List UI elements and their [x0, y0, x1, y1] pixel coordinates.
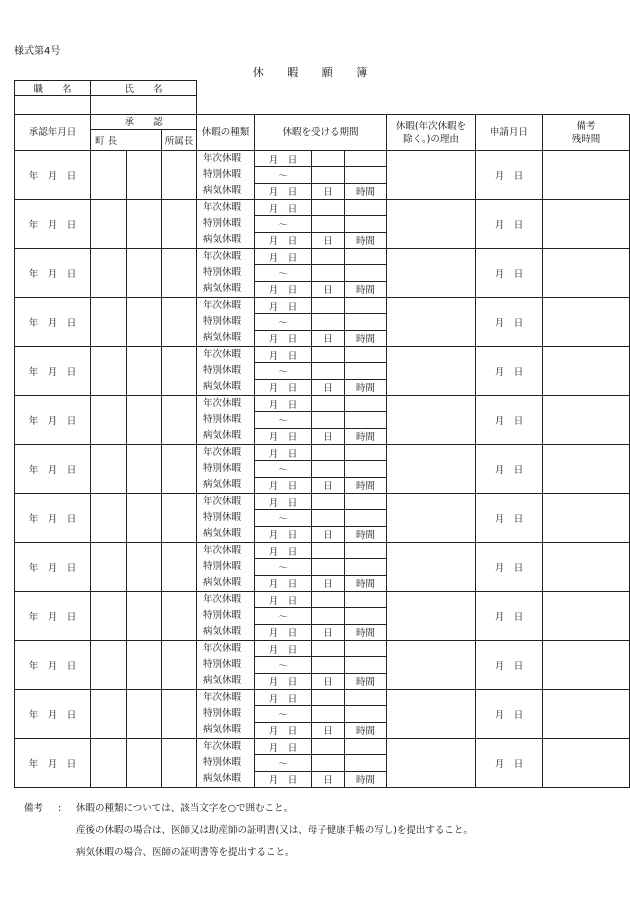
period-blank-cell[interactable] [345, 412, 387, 428]
approval-date-cell[interactable]: 年 月 日 [15, 543, 91, 592]
period-days-cell[interactable]: 日 [312, 232, 345, 248]
leave-type-sick[interactable]: 病気休暇 [203, 773, 242, 784]
period-end-cell[interactable]: 月 日 [255, 428, 312, 444]
register-row [15, 641, 630, 657]
leave-type-cell [197, 396, 255, 445]
leave-type-special[interactable]: 特別休暇 [203, 561, 242, 572]
mayor-seal-cell[interactable] [91, 739, 127, 788]
approval-date-cell[interactable]: 年 月 日 [15, 494, 91, 543]
mayor-seal-cell-2[interactable] [127, 592, 162, 641]
leave-type-sick[interactable]: 病気休暇 [203, 185, 242, 196]
period-tilde-cell: 〜 [255, 559, 312, 575]
leave-type-annual[interactable]: 年次休暇 [203, 349, 242, 360]
period-end-cell[interactable]: 月 日 [255, 330, 312, 346]
leave-type-annual[interactable]: 年次休暇 [203, 741, 242, 752]
reason-cell[interactable] [387, 249, 476, 298]
register-row [15, 494, 630, 510]
leave-type-annual[interactable]: 年次休暇 [203, 153, 242, 164]
period-tilde-cell: 〜 [255, 706, 312, 722]
position-field[interactable] [15, 96, 91, 115]
leave-type-cell [197, 151, 255, 200]
leave-type-special[interactable]: 特別休暇 [203, 512, 242, 523]
name-label: 氏 名 [91, 81, 197, 96]
period-blank-cell[interactable] [312, 657, 345, 673]
period-end-cell[interactable]: 月 日 [255, 183, 312, 199]
period-blank-cell[interactable] [312, 200, 345, 216]
leave-type-cell [197, 690, 255, 739]
leave-type-annual[interactable]: 年次休暇 [203, 643, 242, 654]
dept-head-seal-cell[interactable] [162, 690, 197, 739]
period-blank-cell[interactable] [345, 690, 387, 706]
period-blank-cell[interactable] [312, 543, 345, 559]
reason-cell[interactable] [387, 641, 476, 690]
leave-type-cell [197, 298, 255, 347]
period-tilde-cell: 〜 [255, 167, 312, 183]
period-days-cell[interactable]: 日 [312, 379, 345, 395]
reason-header [387, 115, 476, 151]
mayor-seal-cell[interactable] [91, 592, 127, 641]
mayor-seal-cell-2[interactable] [127, 347, 162, 396]
period-tilde-cell: 〜 [255, 510, 312, 526]
period-blank-cell[interactable] [312, 461, 345, 477]
period-tilde-cell: 〜 [255, 461, 312, 477]
remarks-cell[interactable] [543, 690, 630, 739]
period-blank-cell[interactable] [312, 167, 345, 183]
leave-type-sick[interactable]: 病気休暇 [203, 381, 242, 392]
period-blank-cell[interactable] [345, 461, 387, 477]
period-blank-cell[interactable] [312, 494, 345, 510]
leave-type-header: 休暇の種類 [197, 115, 255, 151]
request-date-header: 申請月日 [476, 115, 543, 151]
period-days-cell[interactable]: 日 [312, 673, 345, 689]
period-tilde-cell: 〜 [255, 755, 312, 771]
remarks-cell[interactable] [543, 200, 630, 249]
period-days-cell[interactable]: 日 [312, 477, 345, 493]
reason-header-line-2: 除く。)の理由 [403, 133, 459, 145]
period-days-cell[interactable]: 日 [312, 183, 345, 199]
leave-type-special[interactable]: 特別休暇 [203, 316, 242, 327]
period-start-cell[interactable]: 月 日 [255, 347, 312, 363]
register-row [15, 151, 630, 167]
period-blank-cell[interactable] [345, 755, 387, 771]
period-hours-cell[interactable]: 時間 [345, 183, 387, 199]
period-blank-cell[interactable] [345, 396, 387, 412]
approval-header: 承 認 [91, 115, 197, 130]
period-hours-cell[interactable]: 時間 [345, 477, 387, 493]
period-blank-cell[interactable] [312, 412, 345, 428]
period-days-cell[interactable]: 日 [312, 281, 345, 297]
leave-type-special[interactable]: 特別休暇 [203, 610, 242, 621]
mayor-seal-cell[interactable] [91, 543, 127, 592]
request-date-cell[interactable]: 月 日 [476, 641, 543, 690]
mayor-seal-cell-2[interactable] [127, 494, 162, 543]
remarks-cell[interactable] [543, 298, 630, 347]
leave-type-cell [197, 739, 255, 788]
leave-type-sick[interactable]: 病気休暇 [203, 283, 242, 294]
leave-type-cell [197, 592, 255, 641]
leave-register-table [14, 114, 630, 788]
leave-type-sick[interactable]: 病気休暇 [203, 430, 242, 441]
leave-type-special[interactable]: 特別休暇 [203, 463, 242, 474]
period-end-cell[interactable]: 月 日 [255, 477, 312, 493]
remarks-cell[interactable] [543, 347, 630, 396]
leave-type-sick[interactable]: 病気休暇 [203, 577, 242, 588]
period-hours-cell[interactable]: 時間 [345, 232, 387, 248]
period-days-cell[interactable]: 日 [312, 722, 345, 738]
leave-type-annual[interactable]: 年次休暇 [203, 251, 242, 262]
mayor-seal-cell-2[interactable] [127, 543, 162, 592]
reason-cell[interactable] [387, 739, 476, 788]
mayor-seal-cell[interactable] [91, 200, 127, 249]
leave-type-annual[interactable]: 年次休暇 [203, 202, 242, 213]
period-blank-cell[interactable] [312, 755, 345, 771]
reason-cell[interactable] [387, 592, 476, 641]
period-blank-cell[interactable] [345, 641, 387, 657]
mayor-seal-cell[interactable] [91, 690, 127, 739]
period-blank-cell[interactable] [312, 363, 345, 379]
request-date-cell[interactable]: 月 日 [476, 592, 543, 641]
mayor-seal-cell-2[interactable] [127, 200, 162, 249]
dept-head-seal-cell[interactable] [162, 298, 197, 347]
mayor-seal-cell-2[interactable] [127, 641, 162, 690]
period-blank-cell[interactable] [345, 151, 387, 167]
dept-head-seal-cell[interactable] [162, 739, 197, 788]
period-blank-cell[interactable] [345, 363, 387, 379]
reason-cell[interactable] [387, 347, 476, 396]
period-start-cell[interactable]: 月 日 [255, 494, 312, 510]
period-days-cell[interactable]: 日 [312, 624, 345, 640]
period-blank-cell[interactable] [312, 249, 345, 265]
period-blank-cell[interactable] [345, 739, 387, 755]
period-start-cell[interactable]: 月 日 [255, 641, 312, 657]
register-row [15, 298, 630, 314]
approval-date-header: 承認年月日 [15, 115, 91, 151]
period-hours-cell[interactable]: 時間 [345, 330, 387, 346]
period-start-cell[interactable]: 月 日 [255, 151, 312, 167]
approval-date-cell[interactable]: 年 月 日 [15, 200, 91, 249]
period-end-cell[interactable]: 月 日 [255, 575, 312, 591]
request-date-cell[interactable]: 月 日 [476, 347, 543, 396]
period-blank-cell[interactable] [345, 543, 387, 559]
form-number: 様式第4号 [14, 46, 61, 57]
leave-type-special[interactable]: 特別休暇 [203, 757, 242, 768]
period-blank-cell[interactable] [312, 510, 345, 526]
period-hours-cell[interactable]: 時間 [345, 722, 387, 738]
leave-type-cell [197, 494, 255, 543]
note-line: 産後の休暇の場合は、医師又は助産師の証明書(又は、母子健康手帳の写し)を提出すること。 [76, 825, 473, 836]
mayor-seal-cell-2[interactable] [127, 151, 162, 200]
reason-cell[interactable] [387, 543, 476, 592]
mayor-seal-cell-2[interactable] [127, 739, 162, 788]
leave-type-special[interactable]: 特別休暇 [203, 414, 242, 425]
reason-cell[interactable] [387, 494, 476, 543]
name-field[interactable] [91, 96, 197, 115]
leave-type-special[interactable]: 特別休暇 [203, 267, 242, 278]
approval-date-cell[interactable]: 年 月 日 [15, 396, 91, 445]
leave-type-annual[interactable]: 年次休暇 [203, 692, 242, 703]
request-date-cell[interactable]: 月 日 [476, 739, 543, 788]
approval-date-cell[interactable]: 年 月 日 [15, 347, 91, 396]
leave-type-cell [197, 543, 255, 592]
leave-type-annual[interactable]: 年次休暇 [203, 398, 242, 409]
period-blank-cell[interactable] [345, 298, 387, 314]
request-date-cell[interactable]: 月 日 [476, 543, 543, 592]
remarks-cell[interactable] [543, 739, 630, 788]
leave-type-annual[interactable]: 年次休暇 [203, 300, 242, 311]
period-tilde-cell: 〜 [255, 314, 312, 330]
leave-type-cell [197, 347, 255, 396]
dept-head-seal-cell[interactable] [162, 249, 197, 298]
dept-head-seal-cell[interactable] [162, 200, 197, 249]
reason-cell[interactable] [387, 298, 476, 347]
dept-head-header: 所属長 [162, 130, 197, 151]
period-blank-cell[interactable] [345, 559, 387, 575]
request-date-cell[interactable]: 月 日 [476, 151, 543, 200]
period-end-cell[interactable]: 月 日 [255, 722, 312, 738]
mayor-seal-cell[interactable] [91, 494, 127, 543]
period-blank-cell[interactable] [312, 347, 345, 363]
period-blank-cell[interactable] [312, 559, 345, 575]
approval-date-cell[interactable]: 年 月 日 [15, 641, 91, 690]
leave-type-sick[interactable]: 病気休暇 [203, 675, 242, 686]
mayor-seal-cell[interactable] [91, 641, 127, 690]
approval-date-cell[interactable]: 年 月 日 [15, 690, 91, 739]
period-days-cell[interactable]: 日 [312, 575, 345, 591]
period-blank-cell[interactable] [345, 510, 387, 526]
remarks-cell[interactable] [543, 641, 630, 690]
period-end-cell[interactable]: 月 日 [255, 281, 312, 297]
reason-cell[interactable] [387, 200, 476, 249]
period-blank-cell[interactable] [345, 592, 387, 608]
mayor-seal-cell-2[interactable] [127, 298, 162, 347]
period-end-cell[interactable]: 月 日 [255, 379, 312, 395]
reason-cell[interactable] [387, 690, 476, 739]
dept-head-seal-cell[interactable] [162, 396, 197, 445]
period-blank-cell[interactable] [345, 200, 387, 216]
mayor-seal-cell[interactable] [91, 151, 127, 200]
remarks-header-line-2: 残時間 [571, 133, 601, 145]
period-start-cell[interactable]: 月 日 [255, 690, 312, 706]
request-date-cell[interactable]: 月 日 [476, 445, 543, 494]
mayor-seal-cell[interactable] [91, 396, 127, 445]
period-days-cell[interactable]: 日 [312, 428, 345, 444]
period-start-cell[interactable]: 月 日 [255, 249, 312, 265]
period-start-cell[interactable]: 月 日 [255, 298, 312, 314]
period-start-cell[interactable]: 月 日 [255, 396, 312, 412]
leave-type-sick[interactable]: 病気休暇 [203, 626, 242, 637]
remarks-cell[interactable] [543, 592, 630, 641]
period-blank-cell[interactable] [312, 641, 345, 657]
leave-type-sick[interactable]: 病気休暇 [203, 528, 242, 539]
mayor-header: 町 長 [91, 130, 162, 151]
leave-type-cell [197, 641, 255, 690]
register-row [15, 592, 630, 608]
period-blank-cell[interactable] [312, 396, 345, 412]
register-row [15, 445, 630, 461]
period-blank-cell[interactable] [345, 167, 387, 183]
period-blank-cell[interactable] [345, 249, 387, 265]
request-date-cell[interactable]: 月 日 [476, 249, 543, 298]
period-blank-cell[interactable] [312, 608, 345, 624]
remarks-cell[interactable] [543, 396, 630, 445]
mayor-seal-cell-2[interactable] [127, 396, 162, 445]
period-tilde-cell: 〜 [255, 608, 312, 624]
period-tilde-cell: 〜 [255, 657, 312, 673]
period-blank-cell[interactable] [312, 298, 345, 314]
leave-type-annual[interactable]: 年次休暇 [203, 447, 242, 458]
period-blank-cell[interactable] [345, 265, 387, 281]
period-hours-cell[interactable]: 時間 [345, 575, 387, 591]
leave-type-cell [197, 249, 255, 298]
period-start-cell[interactable]: 月 日 [255, 200, 312, 216]
reason-header-line-1: 休暇(年次休暇を [395, 120, 467, 132]
remarks-cell[interactable] [543, 445, 630, 494]
leave-type-sick[interactable]: 病気休暇 [203, 479, 242, 490]
register-row [15, 690, 630, 706]
period-blank-cell[interactable] [345, 608, 387, 624]
request-date-cell[interactable]: 月 日 [476, 200, 543, 249]
dept-head-seal-cell[interactable] [162, 543, 197, 592]
register-row [15, 249, 630, 265]
period-days-cell[interactable]: 日 [312, 330, 345, 346]
period-blank-cell[interactable] [312, 592, 345, 608]
period-blank-cell[interactable] [312, 216, 345, 232]
register-row [15, 543, 630, 559]
dept-head-seal-cell[interactable] [162, 347, 197, 396]
dept-head-seal-cell[interactable] [162, 151, 197, 200]
period-blank-cell[interactable] [345, 706, 387, 722]
notes-label: 備考 [24, 803, 44, 814]
note-line: 休暇の種類については、該当文字を○で囲むこと。 [76, 803, 294, 814]
request-date-cell[interactable]: 月 日 [476, 690, 543, 739]
period-tilde-cell: 〜 [255, 412, 312, 428]
approval-date-cell[interactable]: 年 月 日 [15, 298, 91, 347]
period-blank-cell[interactable] [345, 314, 387, 330]
period-header: 休暇を受ける期間 [255, 115, 387, 151]
leave-type-special[interactable]: 特別休暇 [203, 659, 242, 670]
period-blank-cell[interactable] [312, 739, 345, 755]
period-blank-cell[interactable] [312, 314, 345, 330]
period-hours-cell[interactable]: 時間 [345, 771, 387, 787]
mayor-seal-cell-2[interactable] [127, 690, 162, 739]
leave-type-cell [197, 200, 255, 249]
register-row [15, 347, 630, 363]
period-blank-cell[interactable] [345, 445, 387, 461]
period-hours-cell[interactable]: 時間 [345, 379, 387, 395]
period-blank-cell[interactable] [312, 706, 345, 722]
remarks-header-line-1: 備考 [576, 120, 596, 132]
period-blank-cell[interactable] [312, 265, 345, 281]
remarks-cell[interactable] [543, 543, 630, 592]
remarks-header [543, 115, 630, 151]
period-end-cell[interactable]: 月 日 [255, 526, 312, 542]
leave-type-cell [197, 445, 255, 494]
leave-type-annual[interactable]: 年次休暇 [203, 545, 242, 556]
mayor-seal-cell[interactable] [91, 445, 127, 494]
dept-head-seal-cell[interactable] [162, 494, 197, 543]
period-hours-cell[interactable]: 時間 [345, 624, 387, 640]
reason-cell[interactable] [387, 445, 476, 494]
leave-type-special[interactable]: 特別休暇 [203, 169, 242, 180]
approval-date-cell[interactable]: 年 月 日 [15, 739, 91, 788]
period-hours-cell[interactable]: 時間 [345, 428, 387, 444]
mayor-seal-cell[interactable] [91, 298, 127, 347]
request-date-cell[interactable]: 月 日 [476, 298, 543, 347]
period-tilde-cell: 〜 [255, 265, 312, 281]
dept-head-seal-cell[interactable] [162, 445, 197, 494]
leave-type-special[interactable]: 特別休暇 [203, 218, 242, 229]
dept-head-seal-cell[interactable] [162, 641, 197, 690]
period-end-cell[interactable]: 月 日 [255, 673, 312, 689]
notes-colon: : [58, 803, 62, 814]
period-end-cell[interactable]: 月 日 [255, 624, 312, 640]
period-blank-cell[interactable] [312, 690, 345, 706]
leave-type-sick[interactable]: 病気休暇 [203, 234, 242, 245]
period-start-cell[interactable]: 月 日 [255, 739, 312, 755]
leave-type-sick[interactable]: 病気休暇 [203, 724, 242, 735]
period-tilde-cell: 〜 [255, 216, 312, 232]
leave-type-special[interactable]: 特別休暇 [203, 708, 242, 719]
period-blank-cell[interactable] [345, 347, 387, 363]
period-tilde-cell: 〜 [255, 363, 312, 379]
period-start-cell[interactable]: 月 日 [255, 592, 312, 608]
period-blank-cell[interactable] [345, 494, 387, 510]
mayor-seal-cell[interactable] [91, 347, 127, 396]
leave-type-annual[interactable]: 年次休暇 [203, 496, 242, 507]
remarks-cell[interactable] [543, 494, 630, 543]
reason-cell[interactable] [387, 396, 476, 445]
period-hours-cell[interactable]: 時間 [345, 673, 387, 689]
period-start-cell[interactable]: 月 日 [255, 445, 312, 461]
period-days-cell[interactable]: 日 [312, 771, 345, 787]
dept-head-seal-cell[interactable] [162, 592, 197, 641]
mayor-seal-cell-2[interactable] [127, 445, 162, 494]
request-date-cell[interactable]: 月 日 [476, 494, 543, 543]
reason-cell[interactable] [387, 151, 476, 200]
approval-date-cell[interactable]: 年 月 日 [15, 249, 91, 298]
page-title: 休 暇 願 簿 [252, 66, 378, 79]
register-row [15, 739, 630, 755]
period-blank-cell[interactable] [345, 216, 387, 232]
register-row [15, 200, 630, 216]
request-date-cell[interactable]: 月 日 [476, 396, 543, 445]
position-label: 職 名 [15, 81, 91, 96]
period-start-cell[interactable]: 月 日 [255, 543, 312, 559]
remarks-cell[interactable] [543, 151, 630, 200]
period-end-cell[interactable]: 月 日 [255, 771, 312, 787]
period-blank-cell[interactable] [312, 151, 345, 167]
approval-date-cell[interactable]: 年 月 日 [15, 151, 91, 200]
register-row [15, 396, 630, 412]
period-days-cell[interactable]: 日 [312, 526, 345, 542]
position-name-table [14, 80, 197, 115]
leave-type-sick[interactable]: 病気休暇 [203, 332, 242, 343]
mayor-seal-cell-2[interactable] [127, 249, 162, 298]
approval-date-cell[interactable]: 年 月 日 [15, 592, 91, 641]
period-blank-cell[interactable] [345, 657, 387, 673]
remarks-cell[interactable] [543, 249, 630, 298]
mayor-seal-cell[interactable] [91, 249, 127, 298]
period-hours-cell[interactable]: 時間 [345, 281, 387, 297]
leave-type-annual[interactable]: 年次休暇 [203, 594, 242, 605]
leave-type-special[interactable]: 特別休暇 [203, 365, 242, 376]
note-line: 病気休暇の場合、医師の証明書等を提出すること。 [76, 847, 295, 858]
period-end-cell[interactable]: 月 日 [255, 232, 312, 248]
approval-date-cell[interactable]: 年 月 日 [15, 445, 91, 494]
period-blank-cell[interactable] [312, 445, 345, 461]
period-hours-cell[interactable]: 時間 [345, 526, 387, 542]
